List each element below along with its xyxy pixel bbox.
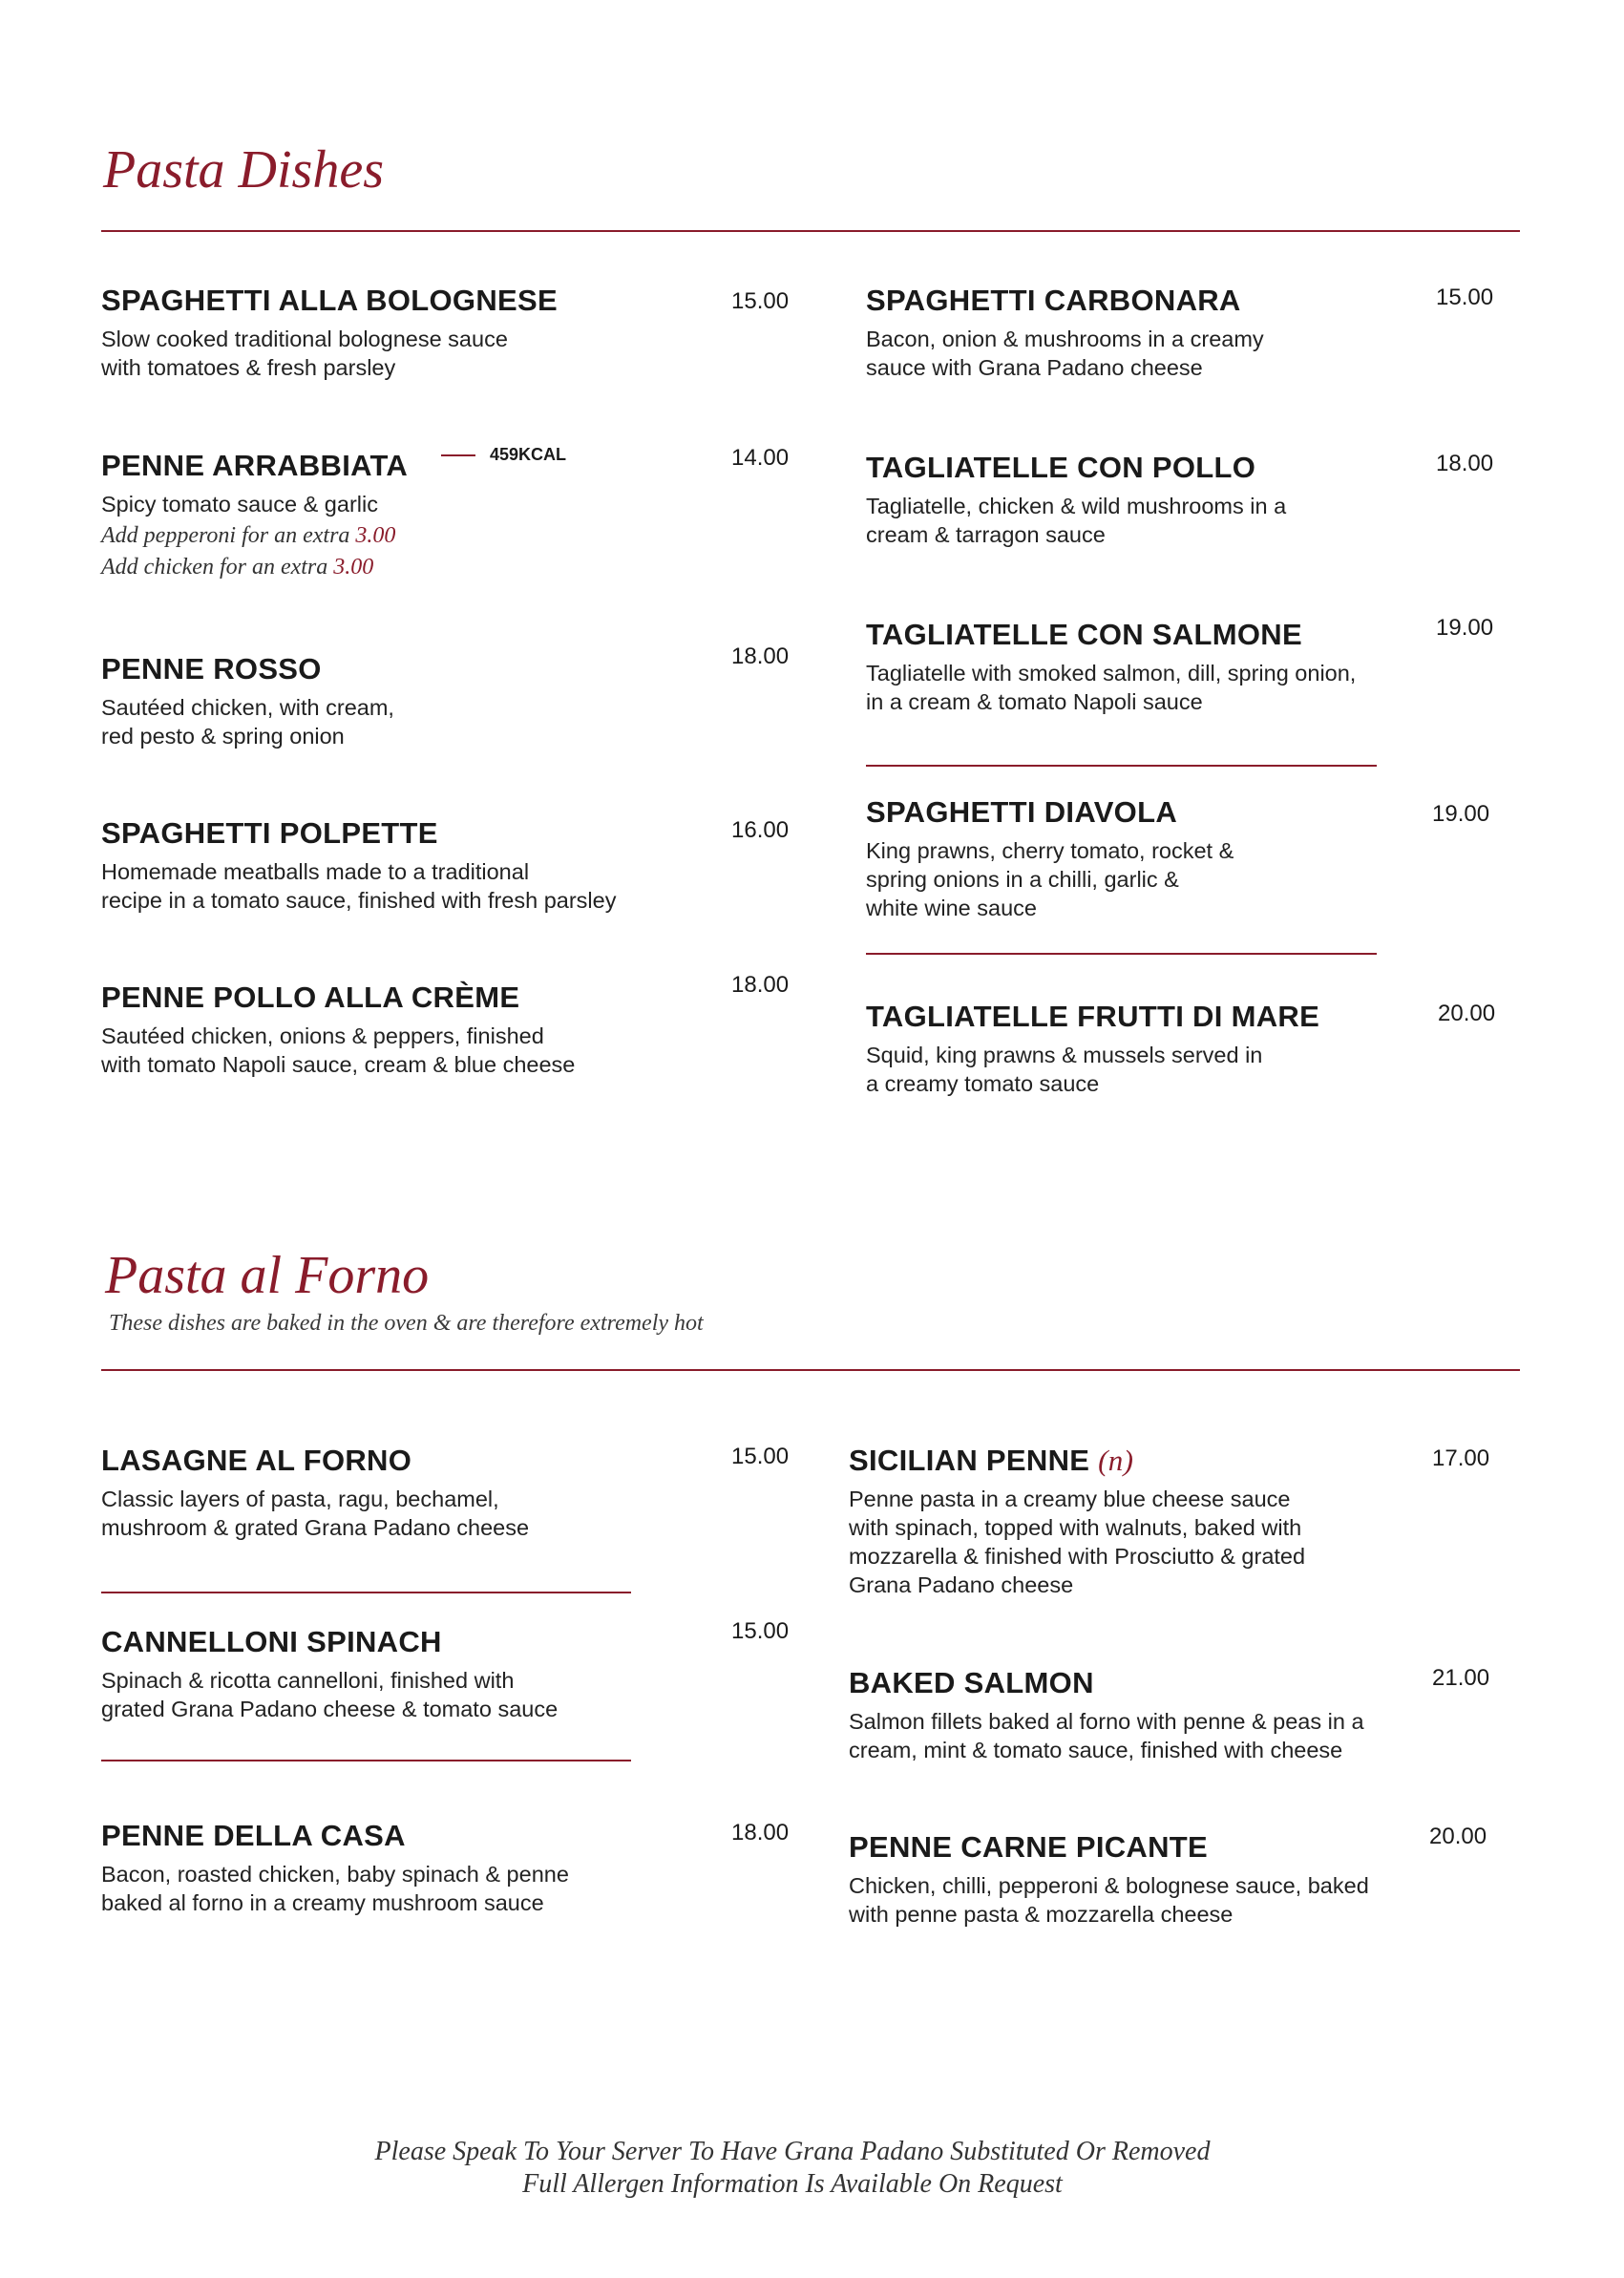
item-description: Bacon, onion & mushrooms in a creamy sauce with Grana Padano cheese bbox=[866, 327, 1264, 380]
menu-item bbox=[101, 285, 731, 382]
item-price: 18.00 bbox=[731, 972, 790, 998]
item-name: PENNE POLLO ALLA CRÈME bbox=[101, 981, 520, 1014]
item-price: 19.00 bbox=[1432, 801, 1490, 827]
item-price: 18.00 bbox=[731, 1820, 790, 1846]
item-name: SPAGHETTI POLPETTE bbox=[101, 816, 438, 850]
item-name: LASAGNE AL FORNO bbox=[101, 1444, 412, 1477]
item-description: Homemade meatballs made to a traditional recipe in a tomato sauce, finished with fresh parsley bbox=[101, 859, 617, 913]
footer-line: Please Speak To Your Server To Have Grana Padano Substituted Or Removed bbox=[374, 2137, 1211, 2166]
section-title-pasta-dishes: Pasta Dishes bbox=[103, 140, 384, 200]
kcal-badge: 459KCAL bbox=[490, 445, 567, 464]
item-name: SPAGHETTI CARBONARA bbox=[866, 284, 1241, 317]
item-description: Squid, king prawns & mussels served in a creamy tomato sauce bbox=[866, 1043, 1263, 1096]
item-description: Bacon, roasted chicken, baby spinach & penne baked al forno in a creamy mushroom sauce bbox=[101, 1862, 569, 1915]
item-description: Classic layers of pasta, ragu, bechamel, mushroom & grated Grana Padano cheese bbox=[101, 1487, 530, 1540]
item-extra: Add pepperoni for an extra 3.00 Add chicken for an extra 3.00 bbox=[101, 523, 396, 580]
item-name: SICILIAN PENNE (n) bbox=[849, 1444, 1134, 1477]
section-subtitle: These dishes are baked in the oven & are therefore extremely hot bbox=[109, 1311, 704, 1336]
nut-allergen-tag: (n) bbox=[1098, 1444, 1134, 1477]
item-price: 20.00 bbox=[1429, 1824, 1487, 1849]
section-title-pasta-al-forno: Pasta al Forno bbox=[105, 1246, 430, 1305]
item-price: 21.00 bbox=[1432, 1665, 1490, 1691]
menu-item bbox=[866, 285, 1401, 382]
menu-item bbox=[866, 797, 1401, 922]
menu-item bbox=[101, 654, 731, 750]
item-name: PENNE ROSSO bbox=[101, 652, 322, 686]
item-description: King prawns, cherry tomato, rocket & spring onions in a chilli, garlic & white wine sauce bbox=[866, 838, 1234, 920]
item-price: 15.00 bbox=[731, 1444, 790, 1469]
item-name: PENNE ARRABBIATA bbox=[101, 449, 409, 482]
item-price: 16.00 bbox=[731, 817, 790, 843]
menu-item bbox=[101, 818, 731, 915]
item-name: BAKED SALMON bbox=[849, 1666, 1094, 1699]
menu-item bbox=[849, 1668, 1412, 1764]
item-description: Penne pasta in a creamy blue cheese sauce with spinach, topped with walnuts, baked with mozzarella & finished with Prosciutto & grated Grana Padano cheese bbox=[849, 1487, 1306, 1597]
item-price: 20.00 bbox=[1438, 1001, 1496, 1026]
item-name: PENNE CARNE PICANTE bbox=[849, 1830, 1209, 1864]
menu-item bbox=[101, 451, 731, 583]
item-price: 15.00 bbox=[731, 1618, 790, 1644]
menu-item bbox=[101, 1627, 712, 1723]
kcal-dash bbox=[441, 454, 475, 456]
item-description: Spicy tomato sauce & garlic bbox=[101, 492, 378, 517]
footer-line: Full Allergen Information Is Available On Request bbox=[522, 2169, 1063, 2199]
menu-item bbox=[101, 982, 731, 1079]
item-price: 14.00 bbox=[731, 445, 790, 471]
item-description: Spinach & ricotta cannelloni, finished with grated Grana Padano cheese & tomato sauce bbox=[101, 1668, 559, 1721]
item-description: Sautéed chicken, with cream, red pesto & spring onion bbox=[101, 695, 394, 749]
section-divider bbox=[101, 1369, 1520, 1371]
item-description: Tagliatelle with smoked salmon, dill, spring onion, in a cream & tomato Napoli sauce bbox=[866, 661, 1357, 714]
item-price: 18.00 bbox=[731, 643, 790, 669]
menu-item bbox=[866, 1002, 1401, 1098]
item-price: 15.00 bbox=[731, 288, 790, 314]
item-description: Chicken, chilli, pepperoni & bolognese sauce, baked with penne pasta & mozzarella cheese bbox=[849, 1873, 1369, 1927]
item-description: Sautéed chicken, onions & peppers, finished with tomato Napoli sauce, cream & blue cheese bbox=[101, 1023, 576, 1077]
item-divider bbox=[866, 953, 1377, 955]
item-name: CANNELLONI SPINACH bbox=[101, 1625, 442, 1658]
item-description: Salmon fillets baked al forno with penne & peas in a cream, mint & tomato sauce, finished with cheese bbox=[849, 1709, 1364, 1762]
item-price: 18.00 bbox=[1436, 451, 1494, 476]
item-description: Slow cooked traditional bolognese sauce with tomatoes & fresh parsley bbox=[101, 327, 508, 380]
item-name: TAGLIATELLE FRUTTI DI MARE bbox=[866, 1000, 1320, 1033]
item-price: 15.00 bbox=[1436, 285, 1494, 310]
item-name: SPAGHETTI ALLA BOLOGNESE bbox=[101, 284, 558, 317]
menu-item bbox=[866, 453, 1401, 549]
item-price: 17.00 bbox=[1432, 1445, 1490, 1471]
item-name: SPAGHETTI DIAVOLA bbox=[866, 795, 1178, 829]
item-divider bbox=[101, 1760, 631, 1761]
item-divider bbox=[101, 1592, 631, 1593]
section-divider bbox=[101, 230, 1520, 232]
menu-item bbox=[101, 1821, 712, 1917]
footer-note bbox=[0, 2136, 1585, 2201]
item-name: PENNE DELLA CASA bbox=[101, 1819, 406, 1852]
item-price: 19.00 bbox=[1436, 615, 1494, 641]
item-divider bbox=[866, 765, 1377, 767]
menu-item bbox=[849, 1445, 1412, 1599]
menu-item bbox=[849, 1832, 1412, 1929]
item-name: TAGLIATELLE CON SALMONE bbox=[866, 618, 1302, 651]
menu-item bbox=[866, 620, 1401, 716]
item-name: TAGLIATELLE CON POLLO bbox=[866, 451, 1256, 484]
menu-item bbox=[101, 1445, 712, 1542]
item-description: Tagliatelle, chicken & wild mushrooms in a cream & tarragon sauce bbox=[866, 494, 1287, 547]
